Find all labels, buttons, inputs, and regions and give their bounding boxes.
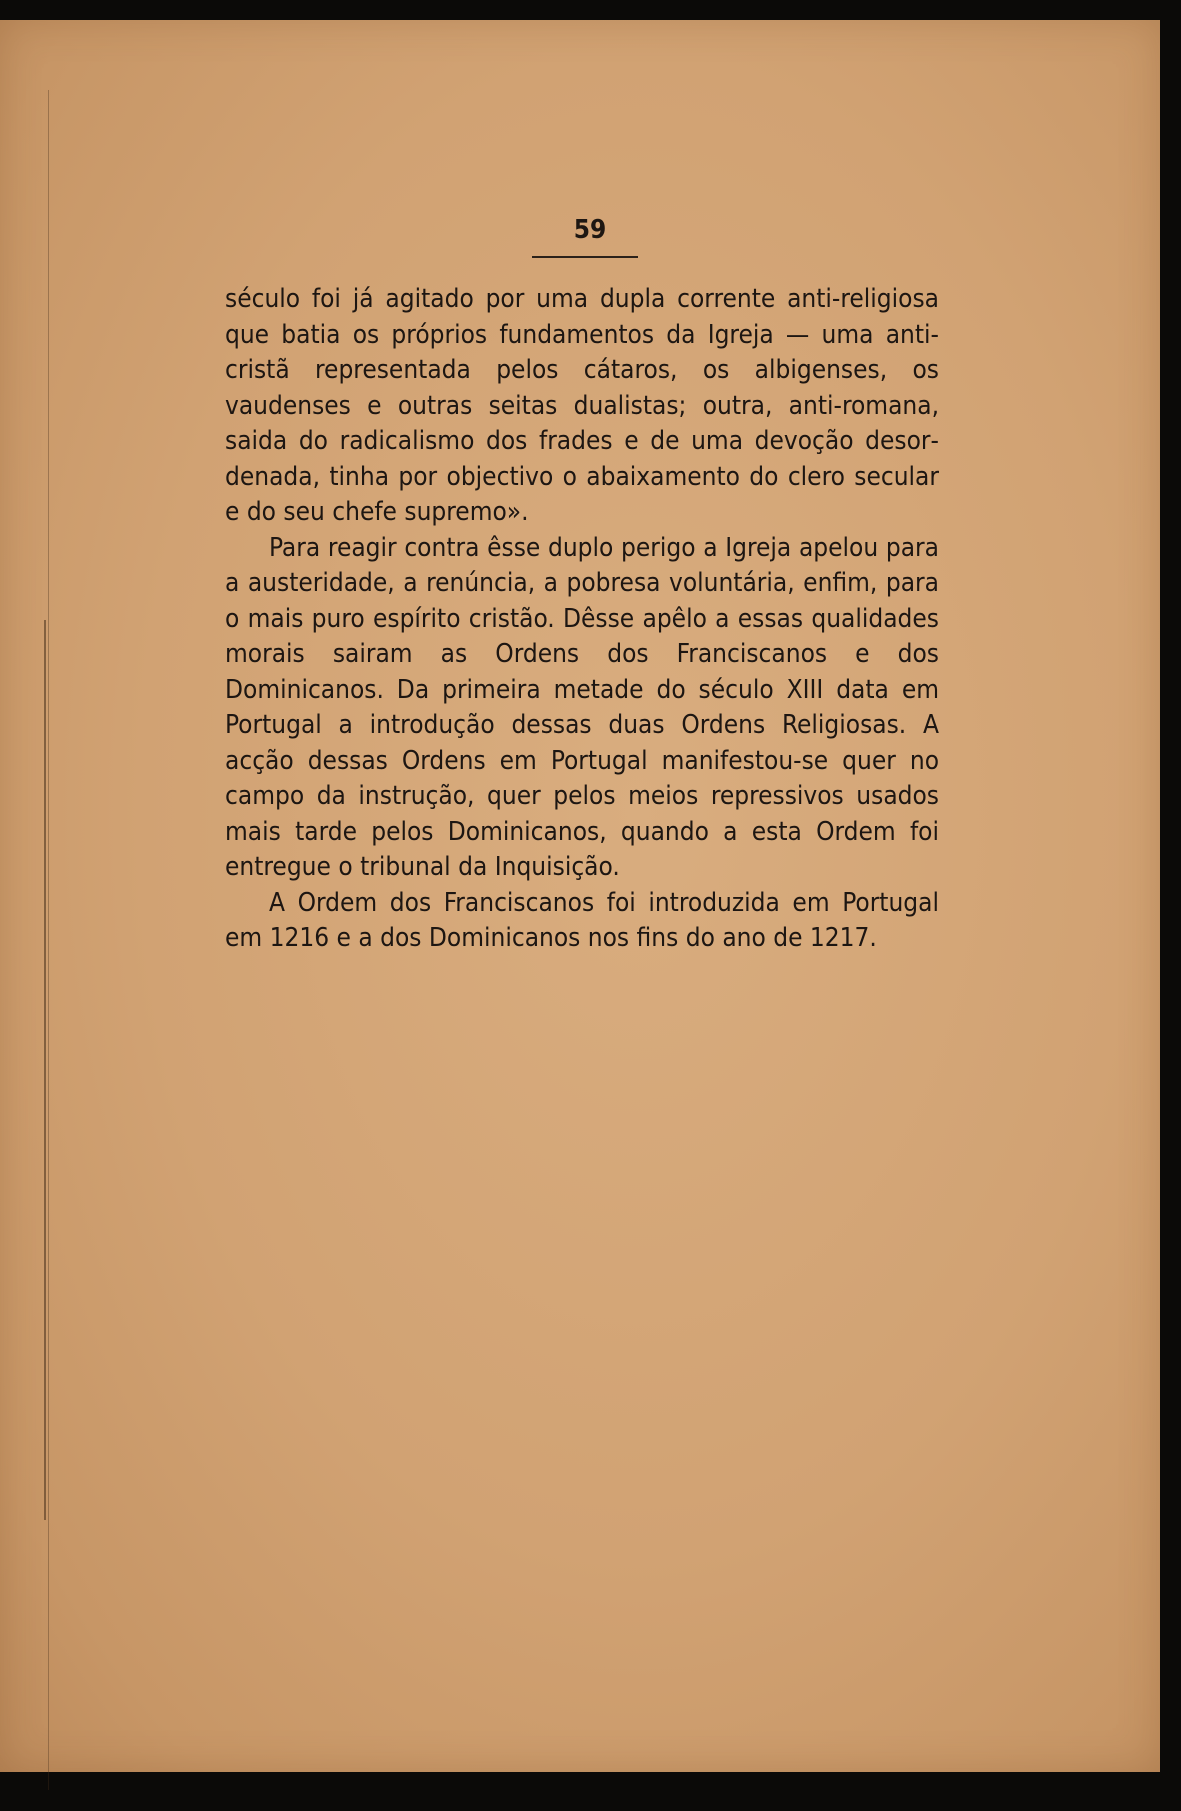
book-page: [0, 20, 1160, 1772]
binding-edge: [48, 90, 49, 1790]
page-number-rule: [532, 256, 638, 258]
paragraph: século foi já agitado por uma dupla corrente anti-religiosa que batia os próprios fundamentos da Igreja — uma anti-cristã representada pelos cátaros, os albigenses, os vaudenses e outras seitas dualistas; outra, anti-romana, saida do radicalismo dos frades e de uma devoção desordenada, tinha por objectivo o abaixamento do clero secular e do seu chefe supremo».: [225, 284, 939, 527]
paragraph: A Ordem dos Franciscanos foi introduzida em Portugal em 1216 e a dos Dominicanos nos fins do ano de 1217.: [225, 887, 939, 953]
paragraph: Para reagir contra êsse duplo perigo a Igreja apelou para a austeridade, a renúncia, a pobresa voluntária, enfim, para o mais puro espírito cristão. Dêsse apêlo a essas qualidades morais sairam as Ordens dos Franciscanos e dos Dominicanos. Da primeira metade do século XIII data em Portugal a introdução dessas duas Ordens Religiosas. A acção dessas Ordens em Portugal manifestou-se quer no campo da instrução, quer pelos meios repressivos usados mais tarde pelos Dominicanos, quando a esta Ordem foi entregue o tribunal da Inquisição.: [225, 532, 939, 882]
page-number: 59: [573, 215, 607, 245]
binding-edge-shadow: [44, 620, 46, 1520]
body-text: [225, 282, 939, 957]
